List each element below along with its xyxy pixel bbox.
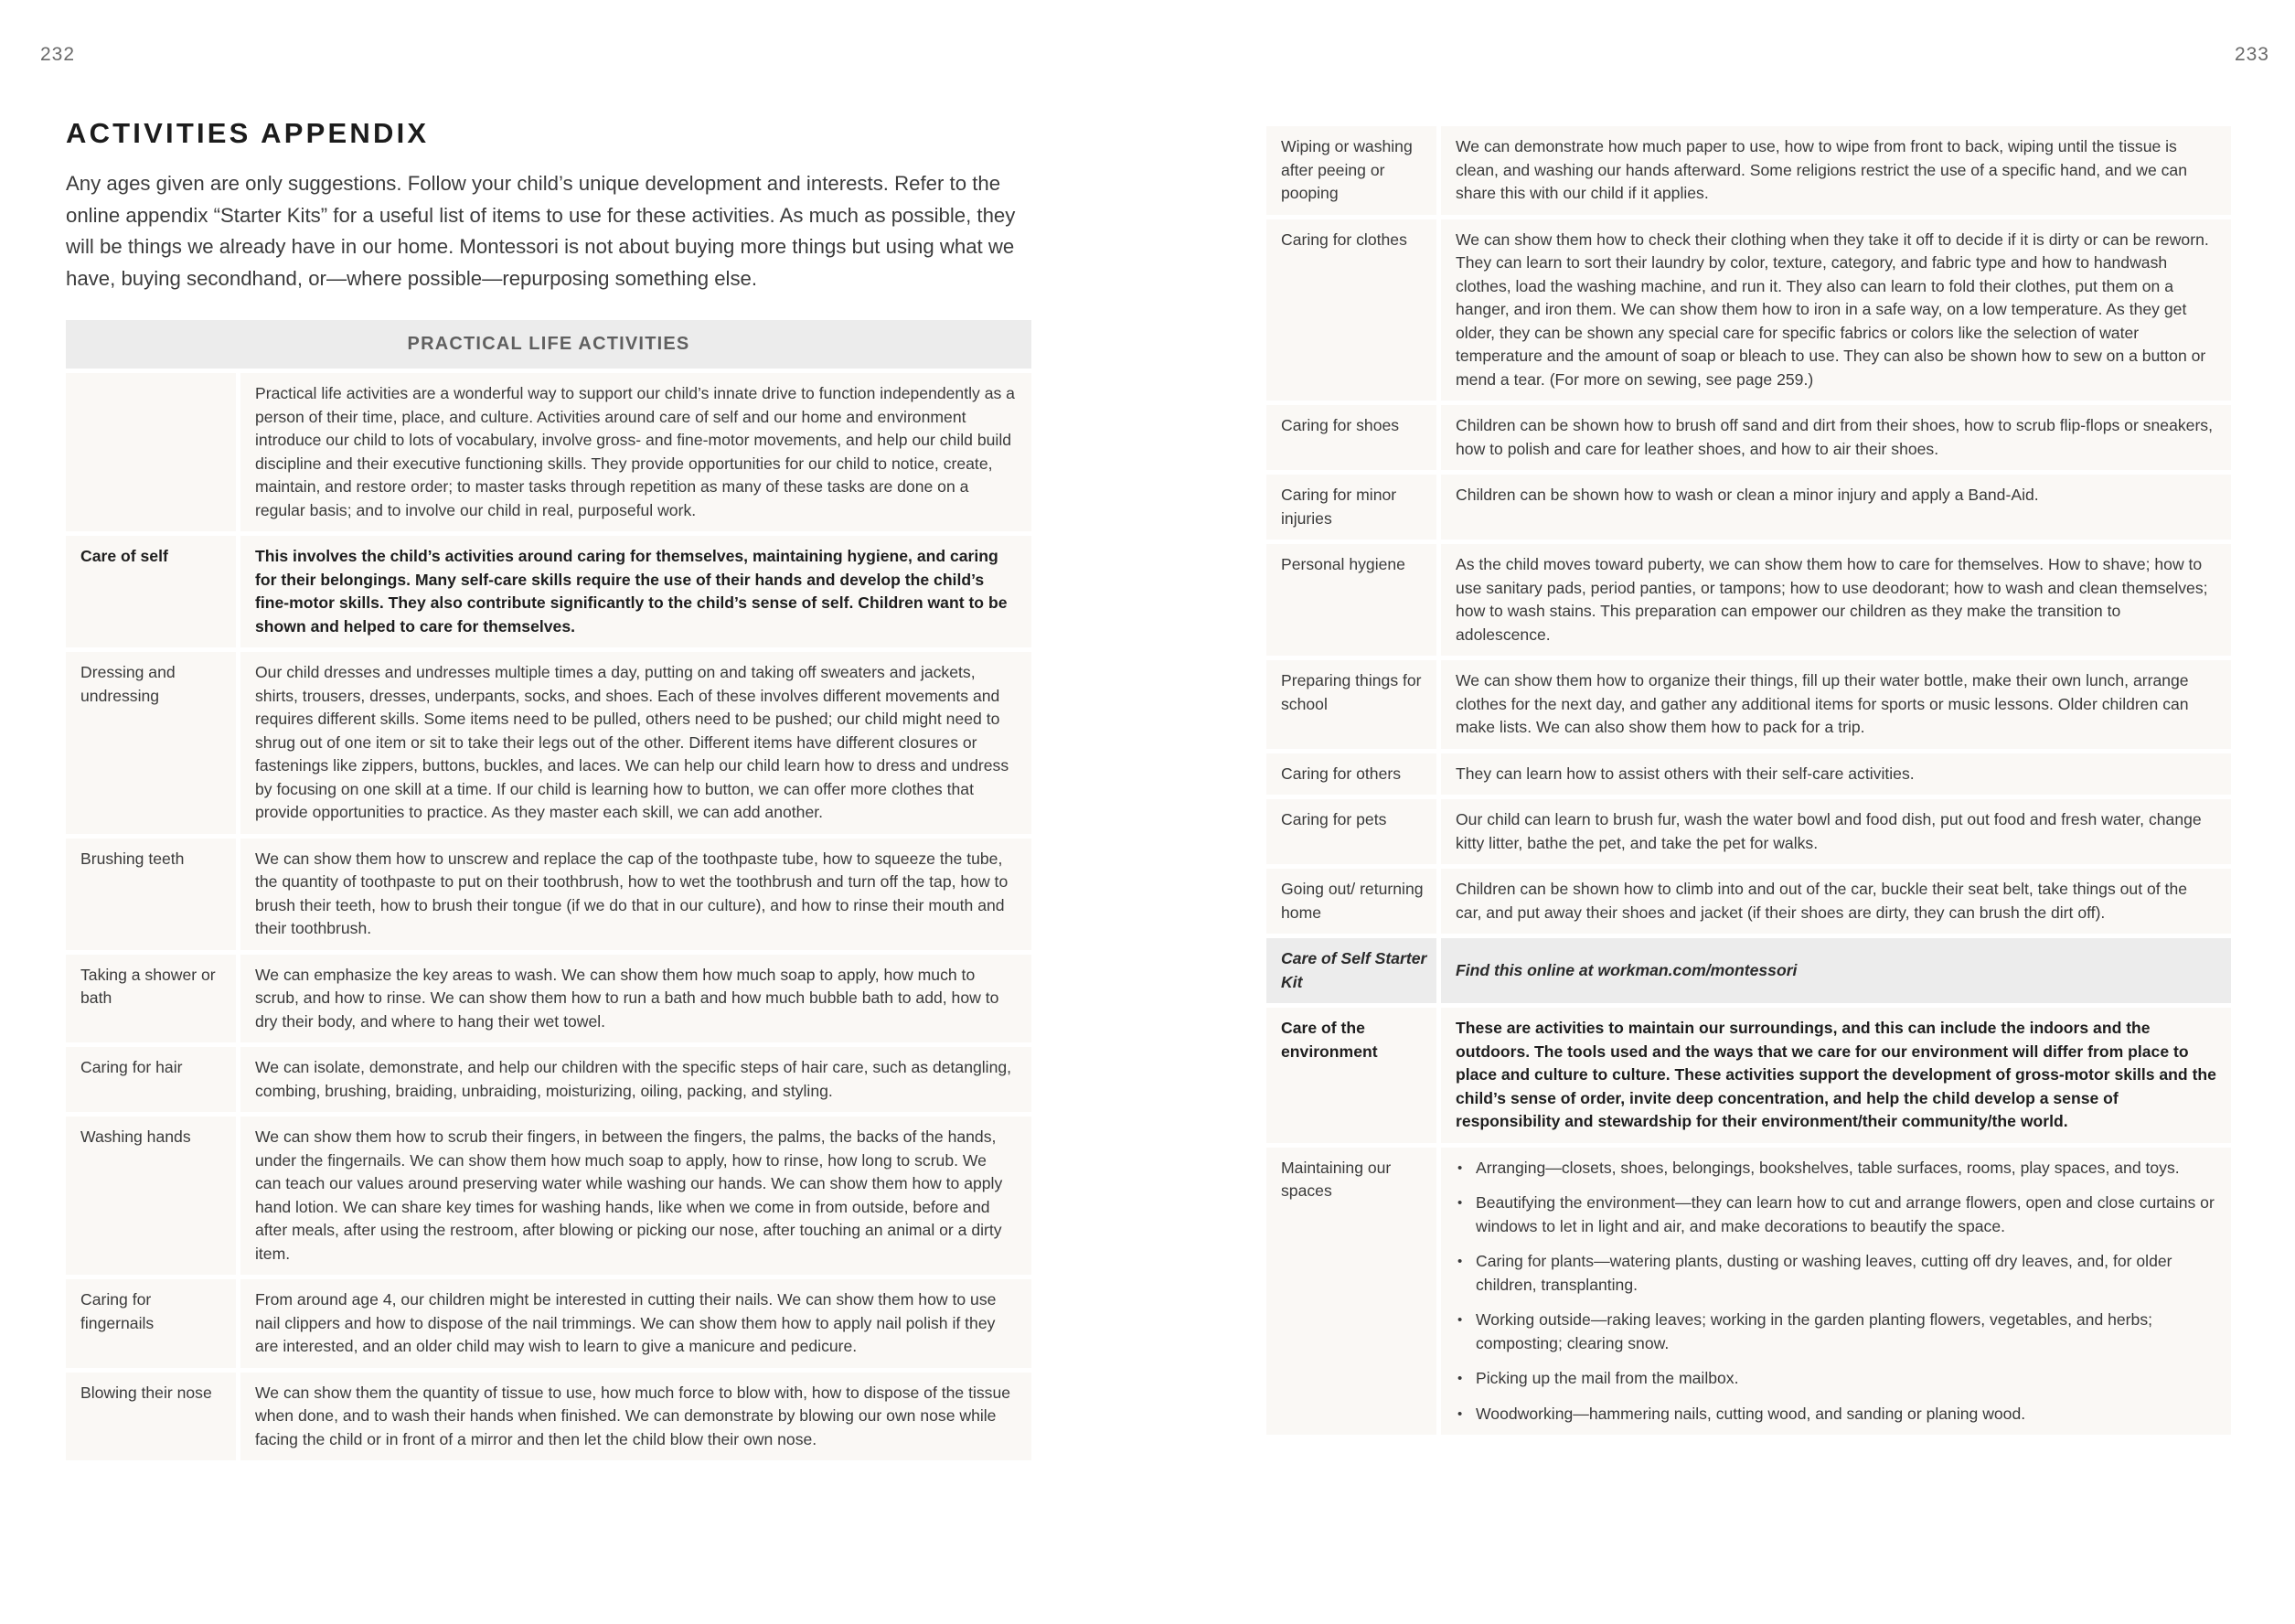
table-row	[66, 652, 1031, 834]
row-description: As the child moves toward puberty, we can show them how to care for themselves. How to shave; how to use sanitary pads, period panties, or tampons; how to use deodorant; how to wash and clean themselves; how to wash stains. This preparation can empower our children as they make the transition to adolescence.	[1441, 544, 2231, 656]
row-description: We can show them how to unscrew and replace the cap of the toothpaste tube, how to squeeze the tube, the quantity of toothpaste to put on their toothbrush, how to wet the toothbrush and turn off the tap, how to brush their teeth, how to brush their tongue (if we do that in our culture), and how to rinse their mouth and their toothbrush.	[240, 839, 1031, 950]
table-row	[66, 1047, 1031, 1112]
row-label: Preparing things for school	[1266, 660, 1436, 749]
table-row	[1266, 405, 2231, 470]
starter-kit-link[interactable]: Find this online at workman.com/montessori	[1441, 938, 2231, 1003]
list-item: • Beautifying the environment—they can learn how to cut and arrange flowers, open and close curtains or windows to let in light and air, and make decorations to beautify the space.	[1456, 1191, 2216, 1238]
starter-kit-row	[1266, 938, 2231, 1003]
page-number-right: 233	[2234, 44, 2269, 65]
row-label: Taking a shower or bath	[66, 955, 236, 1043]
row-description: Children can be shown how to climb into and out of the car, buckle their seat belt, take things out of the car, and put away their shoes and jacket (if their shoes are dirty, they can brush the dirt off).	[1441, 869, 2231, 934]
row-label: Caring for pets	[1266, 799, 1436, 864]
row-label: Caring for clothes	[1266, 219, 1436, 401]
row-label: Caring for minor injuries	[1266, 475, 1436, 540]
row-description: Children can be shown how to brush off sand and dirt from their shoes, how to scrub flip-flops or sneakers, how to polish and care for leather shoes, and how to air their shoes.	[1441, 405, 2231, 470]
row-label: Care of self	[66, 536, 236, 647]
page-number-left: 232	[40, 44, 76, 65]
row-label: Caring for fingernails	[66, 1279, 236, 1368]
row-description	[1441, 1148, 2231, 1436]
row-description: From around age 4, our children might be interested in cutting their nails. We can show them how to use nail clippers and how to dispose of the nail trimmings. We can show them how to apply nail polish if they are interested, and an older child may wish to learn to give a manicure and pedicure.	[240, 1279, 1031, 1368]
table-row	[1266, 753, 2231, 796]
table-row	[1266, 869, 2231, 934]
table-row	[66, 1116, 1031, 1275]
table-row	[1266, 126, 2231, 215]
row-label: Caring for hair	[66, 1047, 236, 1112]
table-row	[1266, 475, 2231, 540]
row-description: We can show them how to check their clothing when they take it off to decide if it is dirty or can be reworn. They can learn to sort their laundry by color, texture, category, and fabric type and how to handwash clothes, load the washing machine, and run it. They also can learn to fold their clothes, put them on a hanger, and iron them. We can show them how to iron in a safe way, on a low temperature. As they get older, they can be shown any special care for specific fabrics or colors like the selection of water temperature and the amount of soap or bleach to use. They can also be shown how to sew on a button or mend a tear. (For more on sewing, see page 259.)	[1441, 219, 2231, 401]
row-label: Washing hands	[66, 1116, 236, 1275]
table-row	[66, 1373, 1031, 1461]
row-description: They can learn how to assist others with their self-care activities.	[1441, 753, 2231, 796]
row-description: Our child can learn to brush fur, wash the water bowl and food dish, put out food and fresh water, change kitty litter, bathe the pet, and take the pet for walks.	[1441, 799, 2231, 864]
row-description: This involves the child’s activities around caring for themselves, maintaining hygiene, and caring for their belongings. Many self-care skills require the use of their hands and develop the child’s fine-motor skills. They also contribute significantly to the child’s sense of self. Children want to be shown and helped to care for themselves.	[240, 536, 1031, 647]
row-label: Care of the environment	[1266, 1008, 1436, 1143]
table-row	[1266, 799, 2231, 864]
row-description: We can show them the quantity of tissue to use, how much force to blow with, how to dispose of the tissue when done, and to wash their hands when finished. We can demonstrate by blowing our own nose while facing the child or in front of a mirror and then let the child blow their own nose.	[240, 1373, 1031, 1461]
table-row	[66, 1279, 1031, 1368]
table-row	[66, 955, 1031, 1043]
list-item: • Working outside—raking leaves; working in the garden planting flowers, vegetables, and herbs; composting; clearing snow.	[1456, 1309, 2216, 1355]
bullet-list	[1456, 1157, 2216, 1426]
row-description: We can demonstrate how much paper to use, how to wipe from front to back, wiping until the tissue is clean, and washing our hands afterward. Some religions restrict the use of a specific hand, and we can share this with our child if it applies.	[1441, 126, 2231, 215]
row-description: We can show them how to scrub their fingers, in between the fingers, the palms, the backs of the hands, under the fingernails. We can show them how much soap to apply, how to rinse, how long to scrub. We can teach our values around preserving water while washing our hands. We can show them how to apply hand lotion. We can share key times for washing hands, like when we come in from outside, before and after meals, after using the restroom, after blowing or picking our nose, after touching an animal or a dirty item.	[240, 1116, 1031, 1275]
row-label: Caring for shoes	[1266, 405, 1436, 470]
starter-kit-label: Care of Self Starter Kit	[1266, 938, 1436, 1003]
table-row	[1266, 544, 2231, 656]
table-row	[1266, 660, 2231, 749]
list-item: • Caring for plants—watering plants, dusting or washing leaves, cutting off dry leaves, and, for older children, transplanting.	[1456, 1250, 2216, 1297]
row-description: These are activities to maintain our surroundings, and this can include the indoors and the outdoors. The tools used and the ways that we care for our environment will differ from place to place and culture to culture. These activities support the development of gross-motor skills and the child’s sense of order, invite deep concentration, and help the child develop a sense of responsibility and stewardship for their environment/their community/the world.	[1441, 1008, 2231, 1143]
row-description: We can show them how to organize their things, fill up their water bottle, make their own lunch, arrange clothes for the next day, and gather any additional items for sports or music lessons. Older children can make lists. We can also show them how to pack for a trip.	[1441, 660, 2231, 749]
row-label	[66, 373, 236, 531]
table-header: PRACTICAL LIFE ACTIVITIES	[66, 320, 1031, 369]
row-label: Dressing and undressing	[66, 652, 236, 834]
table-row	[66, 373, 1031, 531]
page-title: ACTIVITIES APPENDIX	[66, 117, 430, 149]
list-item: • Arranging—closets, shoes, belongings, bookshelves, table surfaces, rooms, play spaces, and toys.	[1456, 1157, 2216, 1181]
table-row	[1266, 219, 2231, 401]
row-description: Children can be shown how to wash or clean a minor injury and apply a Band-Aid.	[1441, 475, 2231, 540]
table-row	[66, 536, 1031, 647]
table-row	[66, 839, 1031, 950]
row-description: Practical life activities are a wonderful way to support our child’s innate drive to function independently as a person of their time, place, and culture. Activities around care of self and our home and environment introduce our child to lots of vocabulary, involve gross- and fine-motor movements, and help our child build discipline and their executive functioning skills. They provide opportunities for our child to notice, create, maintain, and restore order; to master tasks through repetition as many of these tasks are done on a regular basis; and to involve our child in real, purposeful work.	[240, 373, 1031, 531]
table-row	[1266, 1008, 2231, 1143]
row-label: Brushing teeth	[66, 839, 236, 950]
row-label: Maintaining our spaces	[1266, 1148, 1436, 1436]
row-description: Our child dresses and undresses multiple times a day, putting on and taking off sweaters and jackets, shirts, trousers, dresses, underpants, socks, and shoes. Each of these involves different movements and requires different skills. Some items need to be pulled, others need to be pushed; our child might need to shrug out of one item or sit to take their legs out of the other. Different items have different closures or fastenings like zippers, buttons, buckles, and laces. We can help our child learn how to dress and undress by focusing on one skill at a time. If our child is learning how to button, we can offer more clothes that provide opportunities to practice. As they master each skill, we can add another.	[240, 652, 1031, 834]
row-description: We can isolate, demonstrate, and help our children with the specific steps of hair care, such as detangling, combing, brushing, braiding, unbraiding, moisturizing, oiling, packing, and styling.	[240, 1047, 1031, 1112]
left-page	[66, 117, 1031, 1465]
row-label: Personal hygiene	[1266, 544, 1436, 656]
list-item: • Woodworking—hammering nails, cutting wood, and sanding or planing wood.	[1456, 1403, 2216, 1426]
intro-paragraph: Any ages given are only suggestions. Follow your child’s unique development and interests. Refer to the online appendix “Starter Kits” for a useful list of items to use for these activities. As much as possible, they will be things we already have in our home. Montessori is not about buying more things but using what we have, buying secondhand, or—where possible—repurposing something else.	[66, 172, 1016, 290]
row-label: Going out/ returning home	[1266, 869, 1436, 934]
list-item: • Picking up the mail from the mailbox.	[1456, 1367, 2216, 1391]
row-label: Wiping or washing after peeing or pooping	[1266, 126, 1436, 215]
row-label: Blowing their nose	[66, 1373, 236, 1461]
row-description: We can emphasize the key areas to wash. We can show them how much soap to apply, how much to scrub, and how to rinse. We can show them how to run a bath and how much bubble bath to add, how to dry their body, and where to hang their wet towel.	[240, 955, 1031, 1043]
right-page	[1266, 126, 2231, 1439]
row-label: Caring for others	[1266, 753, 1436, 796]
table-row	[1266, 1148, 2231, 1436]
